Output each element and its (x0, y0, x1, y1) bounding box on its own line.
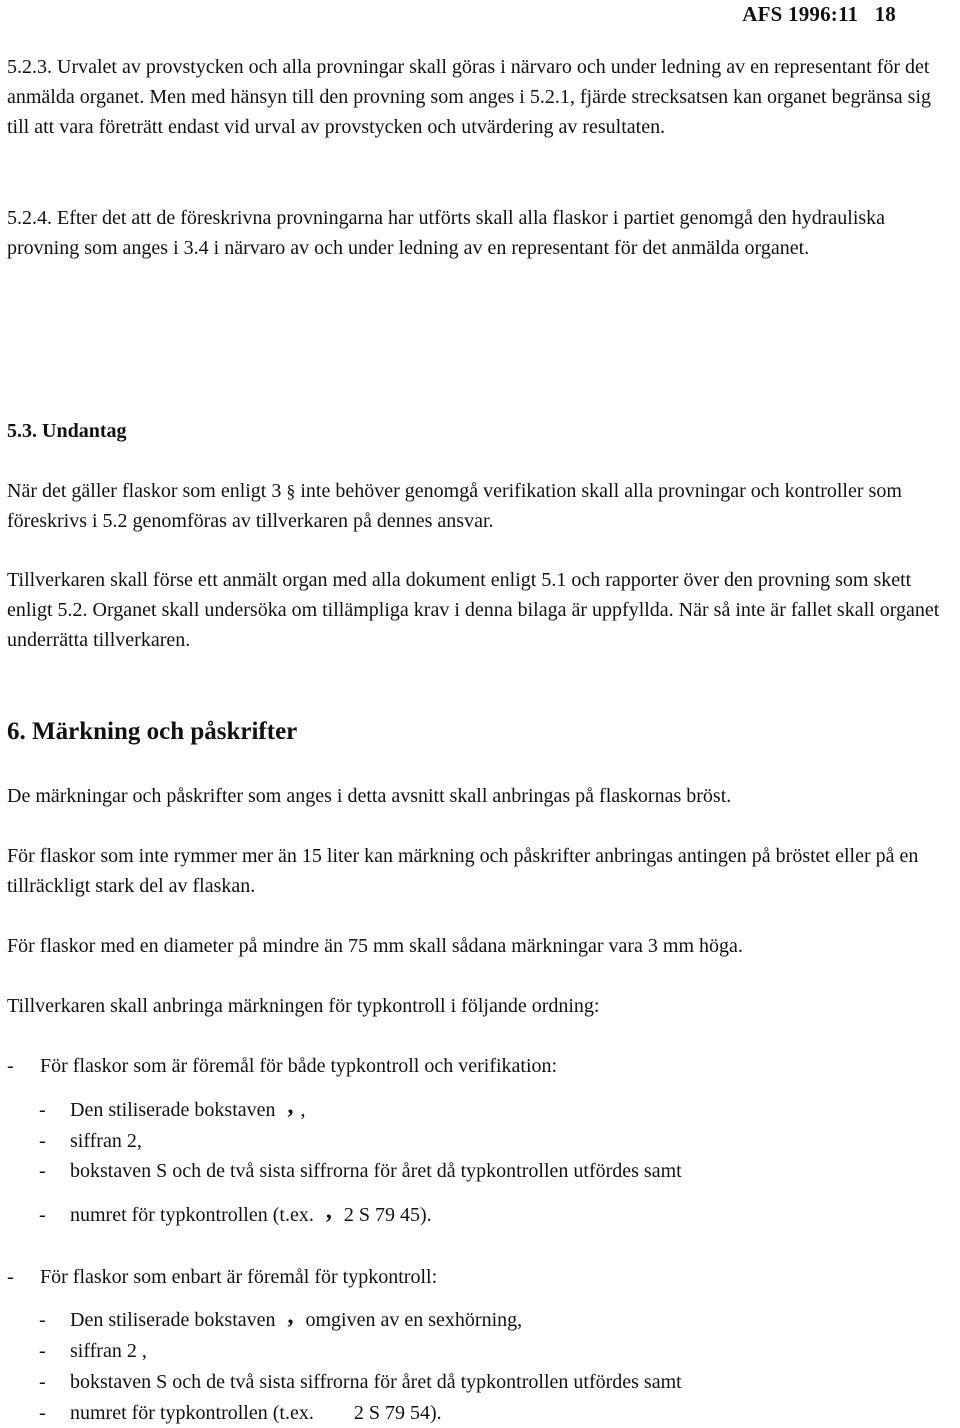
heading-5-3: 5.3. Undantag (7, 420, 127, 442)
list-dash: - (39, 1204, 46, 1226)
list-dash: - (39, 1402, 46, 1424)
list-a-item-4-text: numret för typkontrollen (t.ex. (70, 1204, 314, 1226)
list-b-item-4-text: numret för typkontrollen (t.ex. (70, 1402, 314, 1424)
document-reference: AFS 1996:11 (742, 2, 859, 26)
paragraph-5-2-3: 5.2.3. Urvalet av provstycken och alla provningar skall göras i närvaro och under ledning av en representant för det anmälda organet. Men med hänsyn till den provning som anges i 5.2.1, fjärde strecksatsen kan organet begränsa sig till att vara företrätt endast vid urval av provstycken och utvärdering av resultaten. (7, 56, 932, 138)
list-b-item-4-after: 2 S 79 54). (353, 1402, 442, 1424)
list-b-item-1-after: omgiven av en sexhörning, (305, 1309, 523, 1331)
list-b-item-1-text: Den stiliserade bokstaven (70, 1309, 276, 1331)
list-dash: - (39, 1340, 46, 1362)
list-b-title-text: För flaskor som enbart är föremål för typkontroll: (40, 1266, 438, 1288)
conformity-mark-icon: , (287, 1093, 294, 1119)
list-a-title-text: För flaskor som är föremål för både typkontroll och verifikation: (40, 1055, 558, 1077)
paragraph-5-3-a (7, 476, 952, 536)
heading-6: 6. Märkning och påskrifter (7, 718, 298, 745)
list-item (39, 1304, 522, 1335)
paragraph-5-3-a-before: När det gäller flaskor som enligt 3 (7, 480, 282, 502)
paragraph-6-d: Tillverkaren skall anbringa märkningen för typkontroll i följande ordning: (7, 995, 600, 1017)
paragraph-5-2-4: 5.2.4. Efter det att de föreskrivna provningarna har utförts skall alla flaskor i partiet genomgå den hydrauliska provning som anges i 3.4 i närvaro av och under ledning av en representant för det anmälda organet. (7, 207, 886, 259)
list-item (39, 1367, 682, 1397)
list-item (39, 1126, 142, 1156)
list-dash: - (39, 1130, 46, 1152)
list-dash: - (39, 1099, 46, 1121)
page-header (742, 2, 896, 27)
list-dash: - (39, 1160, 46, 1182)
paragraph-5-3-b: Tillverkaren skall förse ett anmält organ med alla dokument enligt 5.1 och rapporter över den provning som skett enligt 5.2. Organet skall undersöka om tillämpliga krav i denna bilaga är uppfyllda. När så inte är fallet skall organet underrätta tillverkaren. (7, 569, 940, 651)
list-dash: - (7, 1055, 14, 1077)
list-a-item-3-text: bokstaven S och de två sista siffrorna för året då typkontrollen utfördes samt (70, 1160, 682, 1182)
list-dash: - (39, 1309, 46, 1331)
list-item (39, 1156, 682, 1186)
list-a-item-2-text: siffran 2, (70, 1130, 142, 1152)
paragraph-6-b: För flaskor som inte rymmer mer än 15 liter kan märkning och påskrifter anbringas antingen på bröstet eller på en tillräckligt stark del av flaskan. (7, 845, 919, 897)
list-a-item-4-after: 2 S 79 45). (343, 1204, 432, 1226)
list-item (39, 1094, 306, 1125)
conformity-mark-icon: , (287, 1303, 294, 1329)
page-number: 18 (874, 2, 896, 26)
list-item (39, 1336, 147, 1366)
conformity-mark-icon: , (325, 1198, 332, 1224)
list-dash: - (39, 1371, 46, 1393)
section-sign-icon: § (286, 481, 296, 501)
list-item (39, 1398, 442, 1428)
list-b-item-2-text: siffran 2 , (70, 1340, 147, 1362)
list-dash: - (7, 1266, 14, 1288)
paragraph-5-3-a-after: inte behöver genomgå verifikation skall alla provningar och kontroller som föreskrivs i 5.2 genomföras av tillverkaren på dennes ansvar. (7, 480, 902, 532)
list-a-item-1-after: , (300, 1099, 306, 1121)
list-a-title (7, 1051, 557, 1081)
list-b-item-3-text: bokstaven S och de två sista siffrorna för året då typkontrollen utfördes samt (70, 1371, 682, 1393)
list-b-title (7, 1262, 437, 1292)
paragraph-6-c: För flaskor med en diameter på mindre än 75 mm skall sådana märkningar vara 3 mm höga. (7, 935, 743, 957)
paragraph-6-a: De märkningar och påskrifter som anges i detta avsnitt skall anbringas på flaskornas bröst. (7, 785, 732, 807)
list-item (39, 1199, 432, 1230)
list-a-item-1-text: Den stiliserade bokstaven (70, 1099, 276, 1121)
